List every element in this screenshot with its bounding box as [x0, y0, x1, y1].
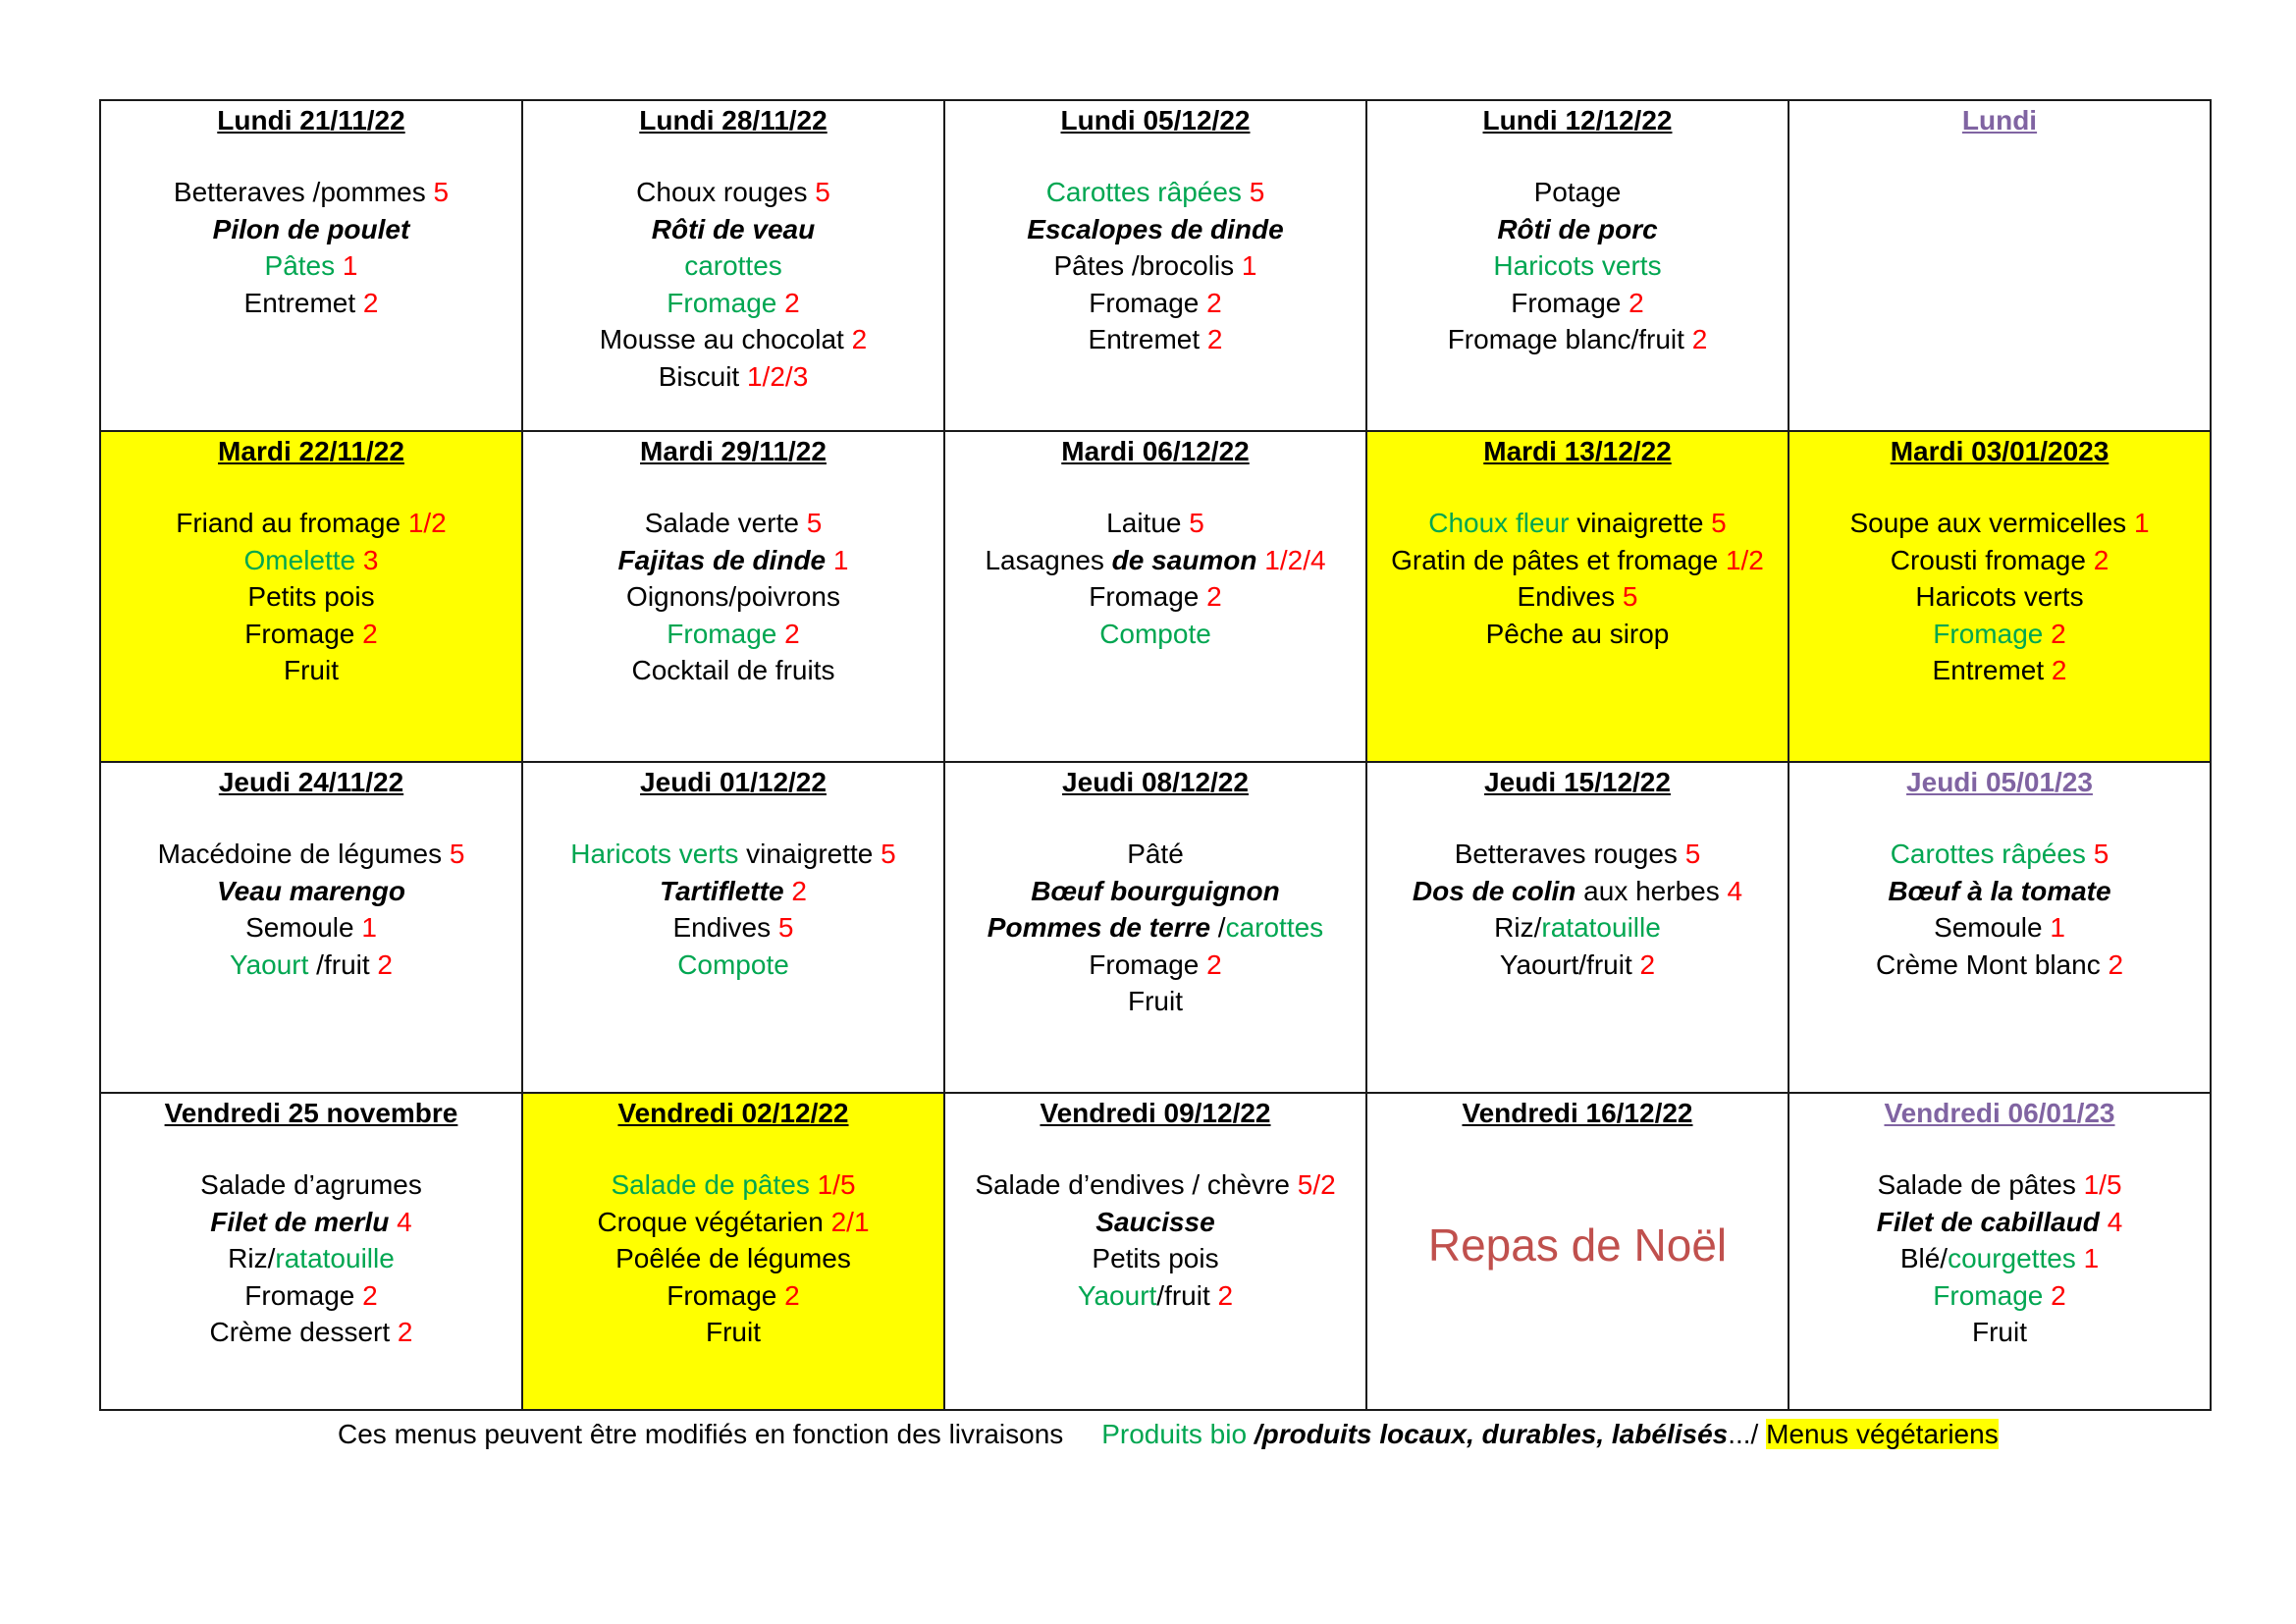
dish-line [1789, 652, 2210, 689]
allergen-code: 2 [791, 875, 807, 906]
day-title: Jeudi 24/11/22 [218, 767, 404, 797]
dish-text: Semoule [1934, 912, 2051, 943]
dish-line [523, 578, 943, 616]
dish-text: Entremet [1932, 655, 2052, 685]
day-menu-cell [1789, 1093, 2211, 1410]
allergen-code: 2 [1206, 287, 1222, 318]
dish-text: Riz/ [228, 1243, 276, 1273]
dish-line [945, 616, 1365, 653]
organic-dish-text: Haricots verts [570, 839, 739, 869]
organic-dish-text: Choux fleur [1428, 508, 1570, 538]
organic-dish-text: Pâtes [264, 250, 343, 281]
dish-text: Laitue [1106, 508, 1190, 538]
organic-dish-text: Fromage [667, 618, 785, 649]
dish-line [101, 652, 521, 689]
menu-row [100, 431, 2211, 762]
dish-text: Fromage [244, 618, 363, 649]
dish-line [101, 174, 521, 211]
dish-line [1367, 873, 1788, 910]
allergen-code: 1 [2083, 1243, 2100, 1273]
day-title: Vendredi 16/12/22 [1462, 1098, 1693, 1128]
dish-line [1367, 505, 1788, 542]
dish-text: Yaourt/fruit [1499, 948, 1640, 980]
allergen-code: 1 [832, 544, 849, 575]
dish-line [523, 1240, 943, 1277]
dish-line [523, 1166, 943, 1204]
day-title: Vendredi 09/12/22 [1040, 1098, 1271, 1128]
dish-text: Fromage [1511, 287, 1629, 318]
dish-line [101, 247, 521, 285]
dish-text: / [1210, 912, 1226, 943]
dish-line [101, 1314, 521, 1351]
allergen-code: 2 [2051, 1279, 2066, 1311]
local-product-text: Rôti de porc [1497, 213, 1658, 244]
dish-line [1789, 1314, 2210, 1351]
local-product-text: Tartiflette [660, 875, 784, 906]
dish-text: Endives [1517, 581, 1623, 612]
dish-text: Choux rouges [636, 177, 816, 207]
menu-row [100, 100, 2211, 431]
dish-line [1367, 247, 1788, 285]
dish-line [523, 1277, 943, 1315]
allergen-code: 2 [1639, 948, 1656, 980]
allergen-code: 5 [1249, 177, 1265, 207]
dish-line [1367, 836, 1788, 873]
dish-text: Entremet [1088, 324, 1207, 354]
day-title: Lundi [1961, 105, 2038, 135]
day-title: Jeudi 08/12/22 [1062, 767, 1249, 797]
organic-dish-text: Compote [677, 948, 789, 980]
dish-line [101, 578, 521, 616]
dish-text: Salade d’endives / chèvre [975, 1169, 1298, 1200]
allergen-code: 1 [361, 912, 377, 943]
day-menu-cell [944, 431, 1366, 762]
dish-line [945, 285, 1365, 322]
day-menu-cell-vegetarian [100, 431, 522, 762]
day-menu-cell-vegetarian [1789, 431, 2211, 762]
legend-vegetarian: Menus végétariens [1766, 1419, 1999, 1449]
dish-line [1789, 1240, 2210, 1277]
dish-line [1789, 873, 2210, 910]
dish-line [1367, 542, 1788, 579]
day-menu-cell-vegetarian [1366, 431, 1789, 762]
allergen-code: 5 [2093, 839, 2109, 869]
organic-dish-text: Fromage [1933, 1279, 2052, 1311]
allergen-code: 2/1 [830, 1206, 870, 1237]
day-menu-cell-vegetarian [522, 1093, 944, 1410]
dish-text: Poêlée de légumes [615, 1243, 851, 1273]
allergen-code: 2 [2051, 618, 2066, 649]
dish-line [1789, 1204, 2210, 1241]
local-product-text: Rôti de veau [651, 213, 816, 244]
dish-line [101, 616, 521, 653]
dish-line [523, 616, 943, 653]
day-title: Mardi 13/12/22 [1483, 436, 1672, 466]
allergen-code: 2 [784, 618, 800, 649]
day-menu-cell [522, 100, 944, 431]
dish-text: Salade de pâtes [1877, 1169, 2084, 1200]
day-title: Lundi 21/11/22 [217, 105, 405, 135]
dish-line [523, 1314, 943, 1351]
dish-text: Fromage [667, 1279, 785, 1311]
dish-text: Haricots verts [1915, 581, 2084, 612]
allergen-code: 1/2 [407, 508, 447, 538]
dish-line [101, 542, 521, 579]
dish-text: Pâtes /brocolis [1053, 250, 1242, 281]
day-menu-cell [944, 762, 1366, 1093]
dish-text: Biscuit [658, 360, 747, 392]
dish-text: Oignons/poivrons [626, 581, 840, 612]
organic-dish-text: Carottes râpées [1045, 177, 1250, 207]
allergen-code: 5 [1684, 839, 1701, 869]
dish-text [389, 1207, 397, 1237]
dish-line [1367, 285, 1788, 322]
dish-line [101, 836, 521, 873]
organic-dish-text: Haricots verts [1493, 250, 1662, 281]
allergen-code: 2 [1691, 324, 1708, 354]
dish-line [101, 909, 521, 947]
day-menu-cell [1366, 762, 1789, 1093]
dish-line [945, 836, 1365, 873]
dish-text: Fruit [1128, 986, 1183, 1016]
allergen-code: 5/2 [1297, 1169, 1336, 1200]
allergen-code: 2 [1217, 1279, 1234, 1311]
dish-line [523, 909, 943, 947]
day-title: Lundi 12/12/22 [1482, 105, 1673, 135]
dish-text: Salade verte [644, 508, 807, 538]
dish-line [523, 836, 943, 873]
day-title: Vendredi 06/01/23 [1884, 1098, 2115, 1128]
dish-line [1789, 836, 2210, 873]
dish-line [523, 358, 943, 396]
organic-dish-text: Yaourt [229, 948, 309, 980]
day-menu-cell [944, 1093, 1366, 1410]
local-product-text: Bœuf bourguignon [1031, 875, 1280, 906]
organic-dish-text: Compote [1099, 618, 1211, 649]
organic-dish-text: ratatouille [1541, 912, 1661, 943]
day-title: Mardi 22/11/22 [218, 436, 404, 466]
dish-line [945, 947, 1365, 984]
day-title: Lundi 28/11/22 [639, 105, 828, 135]
organic-dish-text: Fromage [667, 287, 785, 318]
allergen-code: 5 [1189, 508, 1204, 538]
legend-separator: .../ [1728, 1419, 1759, 1449]
dish-text: Blé/ [1899, 1243, 1949, 1273]
allergen-code: 5 [881, 839, 896, 869]
dish-line [945, 542, 1365, 579]
dish-line [1789, 578, 2210, 616]
local-product-text: Escalopes de dinde [1027, 213, 1284, 244]
allergen-code: 5 [806, 508, 823, 538]
dish-text: Endives [672, 912, 778, 943]
dish-line [101, 285, 521, 322]
allergen-code: 2 [2108, 948, 2124, 980]
organic-dish-text: courgettes [1948, 1243, 2076, 1273]
dish-line [523, 1204, 943, 1241]
dish-text: Macédoine de légumes [157, 839, 450, 869]
dish-line [523, 174, 943, 211]
organic-dish-text: carottes [684, 250, 782, 281]
day-title: Jeudi 15/12/22 [1484, 767, 1671, 797]
dish-text [2100, 1207, 2108, 1237]
allergen-code: 2 [397, 1317, 413, 1347]
dish-text: Fruit [706, 1317, 761, 1347]
menu-table-body [100, 100, 2211, 1410]
weekly-menu-table [99, 99, 2212, 1411]
organic-dish-text: Salade de pâtes [611, 1169, 818, 1200]
organic-dish-text: carottes [1225, 912, 1324, 943]
dish-line [945, 1166, 1365, 1204]
dish-line [101, 1240, 521, 1277]
dish-line [523, 947, 943, 984]
dish-text: Petits pois [247, 581, 375, 612]
allergen-code: 1 [342, 250, 358, 281]
dish-text: vinaigrette [738, 839, 881, 869]
allergen-code: 1 [2050, 912, 2065, 943]
dish-line [1367, 321, 1788, 358]
dish-text: vinaigrette [1569, 508, 1712, 538]
day-menu-cell [1789, 762, 2211, 1093]
allergen-code: 4 [397, 1206, 412, 1237]
dish-line [1789, 616, 2210, 653]
dish-line [1789, 505, 2210, 542]
dish-text: Fruit [284, 655, 339, 685]
allergen-code: 1/2/4 [1264, 544, 1326, 575]
day-title: Mardi 06/12/22 [1061, 436, 1250, 466]
dish-line [945, 1277, 1365, 1315]
dish-text: Fromage [1089, 287, 1207, 318]
day-title: Vendredi 25 novembre [164, 1098, 458, 1128]
organic-dish-text: Carottes râpées [1890, 839, 2094, 869]
dish-line [1789, 542, 2210, 579]
allergen-code: 2 [1206, 948, 1222, 980]
allergen-code: 5 [815, 177, 830, 207]
dish-line [1789, 1277, 2210, 1315]
allergen-code: 1/5 [817, 1169, 856, 1200]
day-menu-cell [100, 762, 522, 1093]
allergen-code: 2 [1206, 324, 1223, 354]
allergen-code: 2 [2051, 655, 2067, 685]
dish-text: Pêche au sirop [1485, 618, 1670, 649]
day-menu-cell [100, 100, 522, 431]
day-menu-cell [522, 431, 944, 762]
allergen-code: 1 [1241, 250, 1257, 281]
dish-line [523, 542, 943, 579]
dish-text: Crème dessert [209, 1317, 398, 1347]
dish-text: Fruit [1972, 1317, 2027, 1347]
dish-text: /fruit [1156, 1279, 1218, 1311]
dish-text: Betteraves rouges [1454, 839, 1685, 869]
dish-text: Potage [1533, 177, 1622, 207]
day-menu-cell [1366, 100, 1789, 431]
dish-line [945, 909, 1365, 947]
allergen-code: 2 [1206, 581, 1222, 612]
day-menu-cell [1366, 1093, 1789, 1410]
dish-text: Croque végétarien [597, 1206, 831, 1237]
dish-line [523, 505, 943, 542]
dish-line [945, 247, 1365, 285]
dish-text: Crème Mont blanc [1875, 948, 2109, 980]
dish-line [523, 211, 943, 248]
dish-text: Fromage [1089, 948, 1207, 980]
menu-disclaimer: Ces menus peuvent être modifiés en fonction des livraisons [338, 1419, 1064, 1449]
dish-line [523, 873, 943, 910]
dish-line [101, 1204, 521, 1241]
dish-text: Lasagnes [985, 544, 1112, 575]
dish-text: Mousse au chocolat [599, 324, 852, 354]
dish-line [523, 652, 943, 689]
dish-line [945, 578, 1365, 616]
dish-line [945, 873, 1365, 910]
dish-line [101, 505, 521, 542]
allergen-code: 4 [2107, 1206, 2123, 1237]
dish-text: aux herbes [1575, 875, 1728, 906]
allergen-code: 1/2 [1725, 544, 1764, 575]
allergen-code: 1 [2133, 508, 2150, 538]
dish-text: Fromage [244, 1279, 363, 1311]
allergen-code: 1/5 [2083, 1169, 2122, 1200]
dish-line [101, 211, 521, 248]
dish-line [945, 174, 1365, 211]
allergen-code: 2 [784, 287, 800, 318]
dish-text: Betteraves /pommes [173, 177, 434, 207]
local-product-text: Bœuf à la tomate [1888, 875, 2111, 906]
menu-row [100, 762, 2211, 1093]
local-product-text: Saucisse [1095, 1206, 1215, 1237]
dish-text: Petits pois [1092, 1243, 1219, 1273]
dish-line [101, 1277, 521, 1315]
dish-text: Soupe aux vermicelles [1849, 508, 2134, 538]
allergen-code: 2 [784, 1279, 800, 1311]
dish-line [1367, 578, 1788, 616]
allergen-code: 1/2/3 [746, 360, 809, 392]
dish-line [945, 1204, 1365, 1241]
dish-line [1367, 211, 1788, 248]
legend-organic: Produits bio [1101, 1419, 1248, 1449]
dish-line [523, 285, 943, 322]
day-menu-cell [944, 100, 1366, 431]
dish-text: Fromage [1089, 581, 1207, 612]
allergen-code: 5 [1622, 581, 1638, 612]
dish-line [945, 211, 1365, 248]
local-product-text: Dos de colin [1412, 875, 1576, 906]
dish-text: Semoule [245, 912, 362, 943]
allergen-code: 2 [2093, 544, 2109, 575]
allergen-code: 2 [1629, 287, 1644, 318]
local-product-text: Filet de merlu [210, 1206, 390, 1237]
allergen-code: 2 [362, 1279, 378, 1311]
allergen-code: 5 [777, 912, 794, 943]
dish-text: Gratin de pâtes et fromage [1391, 544, 1726, 575]
dish-text: Entremet [243, 287, 363, 318]
dish-line [945, 505, 1365, 542]
dish-text [826, 545, 833, 575]
local-product-text: Pommes de terre [987, 912, 1211, 943]
organic-dish-text: Fromage [1933, 618, 2052, 649]
dish-line [945, 1240, 1365, 1277]
day-title: Jeudi 05/01/23 [1906, 767, 2093, 797]
dish-text: Crousti fromage [1890, 544, 2094, 575]
day-menu-cell [100, 1093, 522, 1410]
dish-line [523, 321, 943, 358]
allergen-code: 2 [377, 948, 393, 980]
dish-line [1367, 947, 1788, 984]
local-product-text: de saumon [1111, 544, 1257, 575]
organic-dish-text: ratatouille [275, 1243, 395, 1273]
dish-line [1367, 174, 1788, 211]
legend-local-products: /produits locaux, durables, labélisés [1254, 1419, 1729, 1449]
dish-text [2076, 1243, 2084, 1273]
day-title: Mardi 03/01/2023 [1890, 436, 2109, 466]
day-title: Mardi 29/11/22 [640, 436, 827, 466]
dish-line [945, 983, 1365, 1020]
dish-line [1789, 1166, 2210, 1204]
allergen-code: 5 [433, 177, 450, 207]
local-product-text: Filet de cabillaud [1876, 1206, 2100, 1237]
dish-line [945, 321, 1365, 358]
day-menu-cell [522, 762, 944, 1093]
dish-line [523, 247, 943, 285]
organic-dish-text: Omelette [243, 544, 363, 575]
allergen-code: 3 [362, 544, 379, 575]
allergen-code: 5 [449, 839, 465, 869]
allergen-code: 2 [851, 324, 868, 354]
organic-dish-text: Yaourt [1077, 1279, 1157, 1311]
allergen-code: 2 [362, 618, 378, 649]
allergen-code: 2 [362, 287, 379, 318]
dish-text: Pâté [1127, 839, 1184, 869]
dish-line [101, 947, 521, 984]
allergen-code: 4 [1727, 875, 1743, 906]
dish-text: Cocktail de fruits [631, 655, 835, 685]
day-title: Vendredi 02/12/22 [617, 1098, 849, 1128]
dish-text: Salade d’agrumes [200, 1169, 422, 1200]
menu-legend-footer [338, 1417, 1999, 1452]
day-title: Jeudi 01/12/22 [640, 767, 827, 797]
menu-row [100, 1093, 2211, 1410]
dish-text: Riz/ [1494, 912, 1542, 943]
local-product-text: Veau marengo [217, 875, 405, 906]
dish-line [1789, 909, 2210, 947]
local-product-text: Pilon de poulet [212, 213, 410, 244]
dish-line [1789, 947, 2210, 984]
day-title: Lundi 05/12/22 [1060, 105, 1251, 135]
local-product-text: Fajitas de dinde [617, 544, 827, 575]
dish-text: Fromage blanc/fruit [1447, 324, 1692, 354]
special-meal-title: Repas de Noël [1427, 1219, 1728, 1271]
day-menu-cell [1789, 100, 2211, 431]
dish-line [101, 1166, 521, 1204]
dish-text: Friand au fromage [176, 508, 408, 538]
dish-text: /fruit [308, 948, 378, 980]
allergen-code: 5 [1711, 508, 1727, 538]
dish-line [1367, 909, 1788, 947]
dish-line [101, 873, 521, 910]
dish-line [1367, 616, 1788, 653]
